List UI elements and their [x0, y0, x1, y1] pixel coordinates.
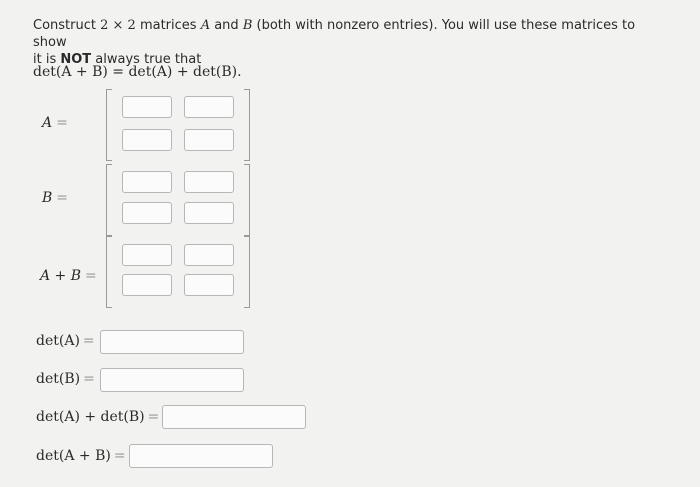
matrix-a-label [42, 115, 68, 131]
bracket-left [106, 164, 112, 236]
equals-sign: = [56, 190, 69, 206]
matrix-size: 2 × 2 [100, 18, 136, 33]
prompt-text: and [210, 18, 243, 33]
det-a-plus-b-input[interactable] [129, 444, 273, 468]
matrix-a-cell-22[interactable] [184, 129, 234, 151]
bracket-left [106, 236, 112, 308]
det-a-plus-b-label [36, 448, 126, 464]
matrix-b-label [42, 190, 68, 206]
equals-sign: = [113, 448, 126, 464]
matrix-a [106, 89, 250, 159]
matrix-sum-cell-22[interactable] [184, 274, 234, 296]
det-b-label [36, 371, 95, 387]
matrix-b [106, 164, 250, 234]
matrix-b-cell-22[interactable] [184, 202, 234, 224]
det-a-label [36, 333, 95, 349]
det-a-text: det(A) [36, 333, 80, 349]
prompt-emphasis: NOT [60, 52, 92, 67]
prompt-text: Construct [33, 18, 101, 33]
prompt-text: matrices [135, 18, 201, 33]
equals-sign: = [83, 371, 95, 387]
equals-sign: = [147, 409, 160, 425]
matrix-sum-name: A + B [40, 268, 82, 284]
matrix-sum-cell-21[interactable] [122, 274, 172, 296]
matrix-sum-cell-11[interactable] [122, 244, 172, 266]
det-sum-text: det(A) + det(B) [36, 409, 145, 425]
det-a-input[interactable] [100, 330, 244, 354]
question-prompt [33, 17, 653, 68]
bracket-right [244, 164, 250, 236]
equals-sign: = [56, 115, 68, 131]
matrix-b-cell-12[interactable] [184, 171, 234, 193]
det-a-plus-det-b-input[interactable] [162, 405, 306, 429]
matrix-a-name: A [42, 115, 53, 131]
matrix-sum-cell-12[interactable] [184, 244, 234, 266]
matrix-b-cell-21[interactable] [122, 202, 172, 224]
det-sum-label [36, 409, 159, 425]
matrix-a-cell-12[interactable] [184, 96, 234, 118]
matrix-b-name: B [42, 190, 53, 206]
prompt-text: (both with nonzero entries). You will use these matrices to show [33, 18, 636, 50]
det-a-plus-b-text: det(A + B) [36, 448, 111, 464]
det-b-text: det(B) [36, 371, 81, 387]
var-b: B [242, 18, 253, 33]
matrix-a-cell-21[interactable] [122, 129, 172, 151]
bracket-left [106, 89, 112, 161]
equals-sign: = [85, 268, 97, 284]
prompt-text: it is [33, 52, 61, 67]
equals-sign: = [82, 333, 95, 349]
matrix-sum-label [40, 268, 97, 284]
bracket-right [244, 89, 250, 161]
det-b-input[interactable] [100, 368, 244, 392]
bracket-right [244, 236, 250, 308]
matrix-a-cell-11[interactable] [122, 96, 172, 118]
identity-equation: det(A + B) = det(A) + det(B). [33, 64, 242, 80]
prompt-text: always true that [91, 52, 202, 67]
matrix-b-cell-11[interactable] [122, 171, 172, 193]
var-a: A [200, 18, 211, 33]
matrix-sum [106, 236, 250, 306]
